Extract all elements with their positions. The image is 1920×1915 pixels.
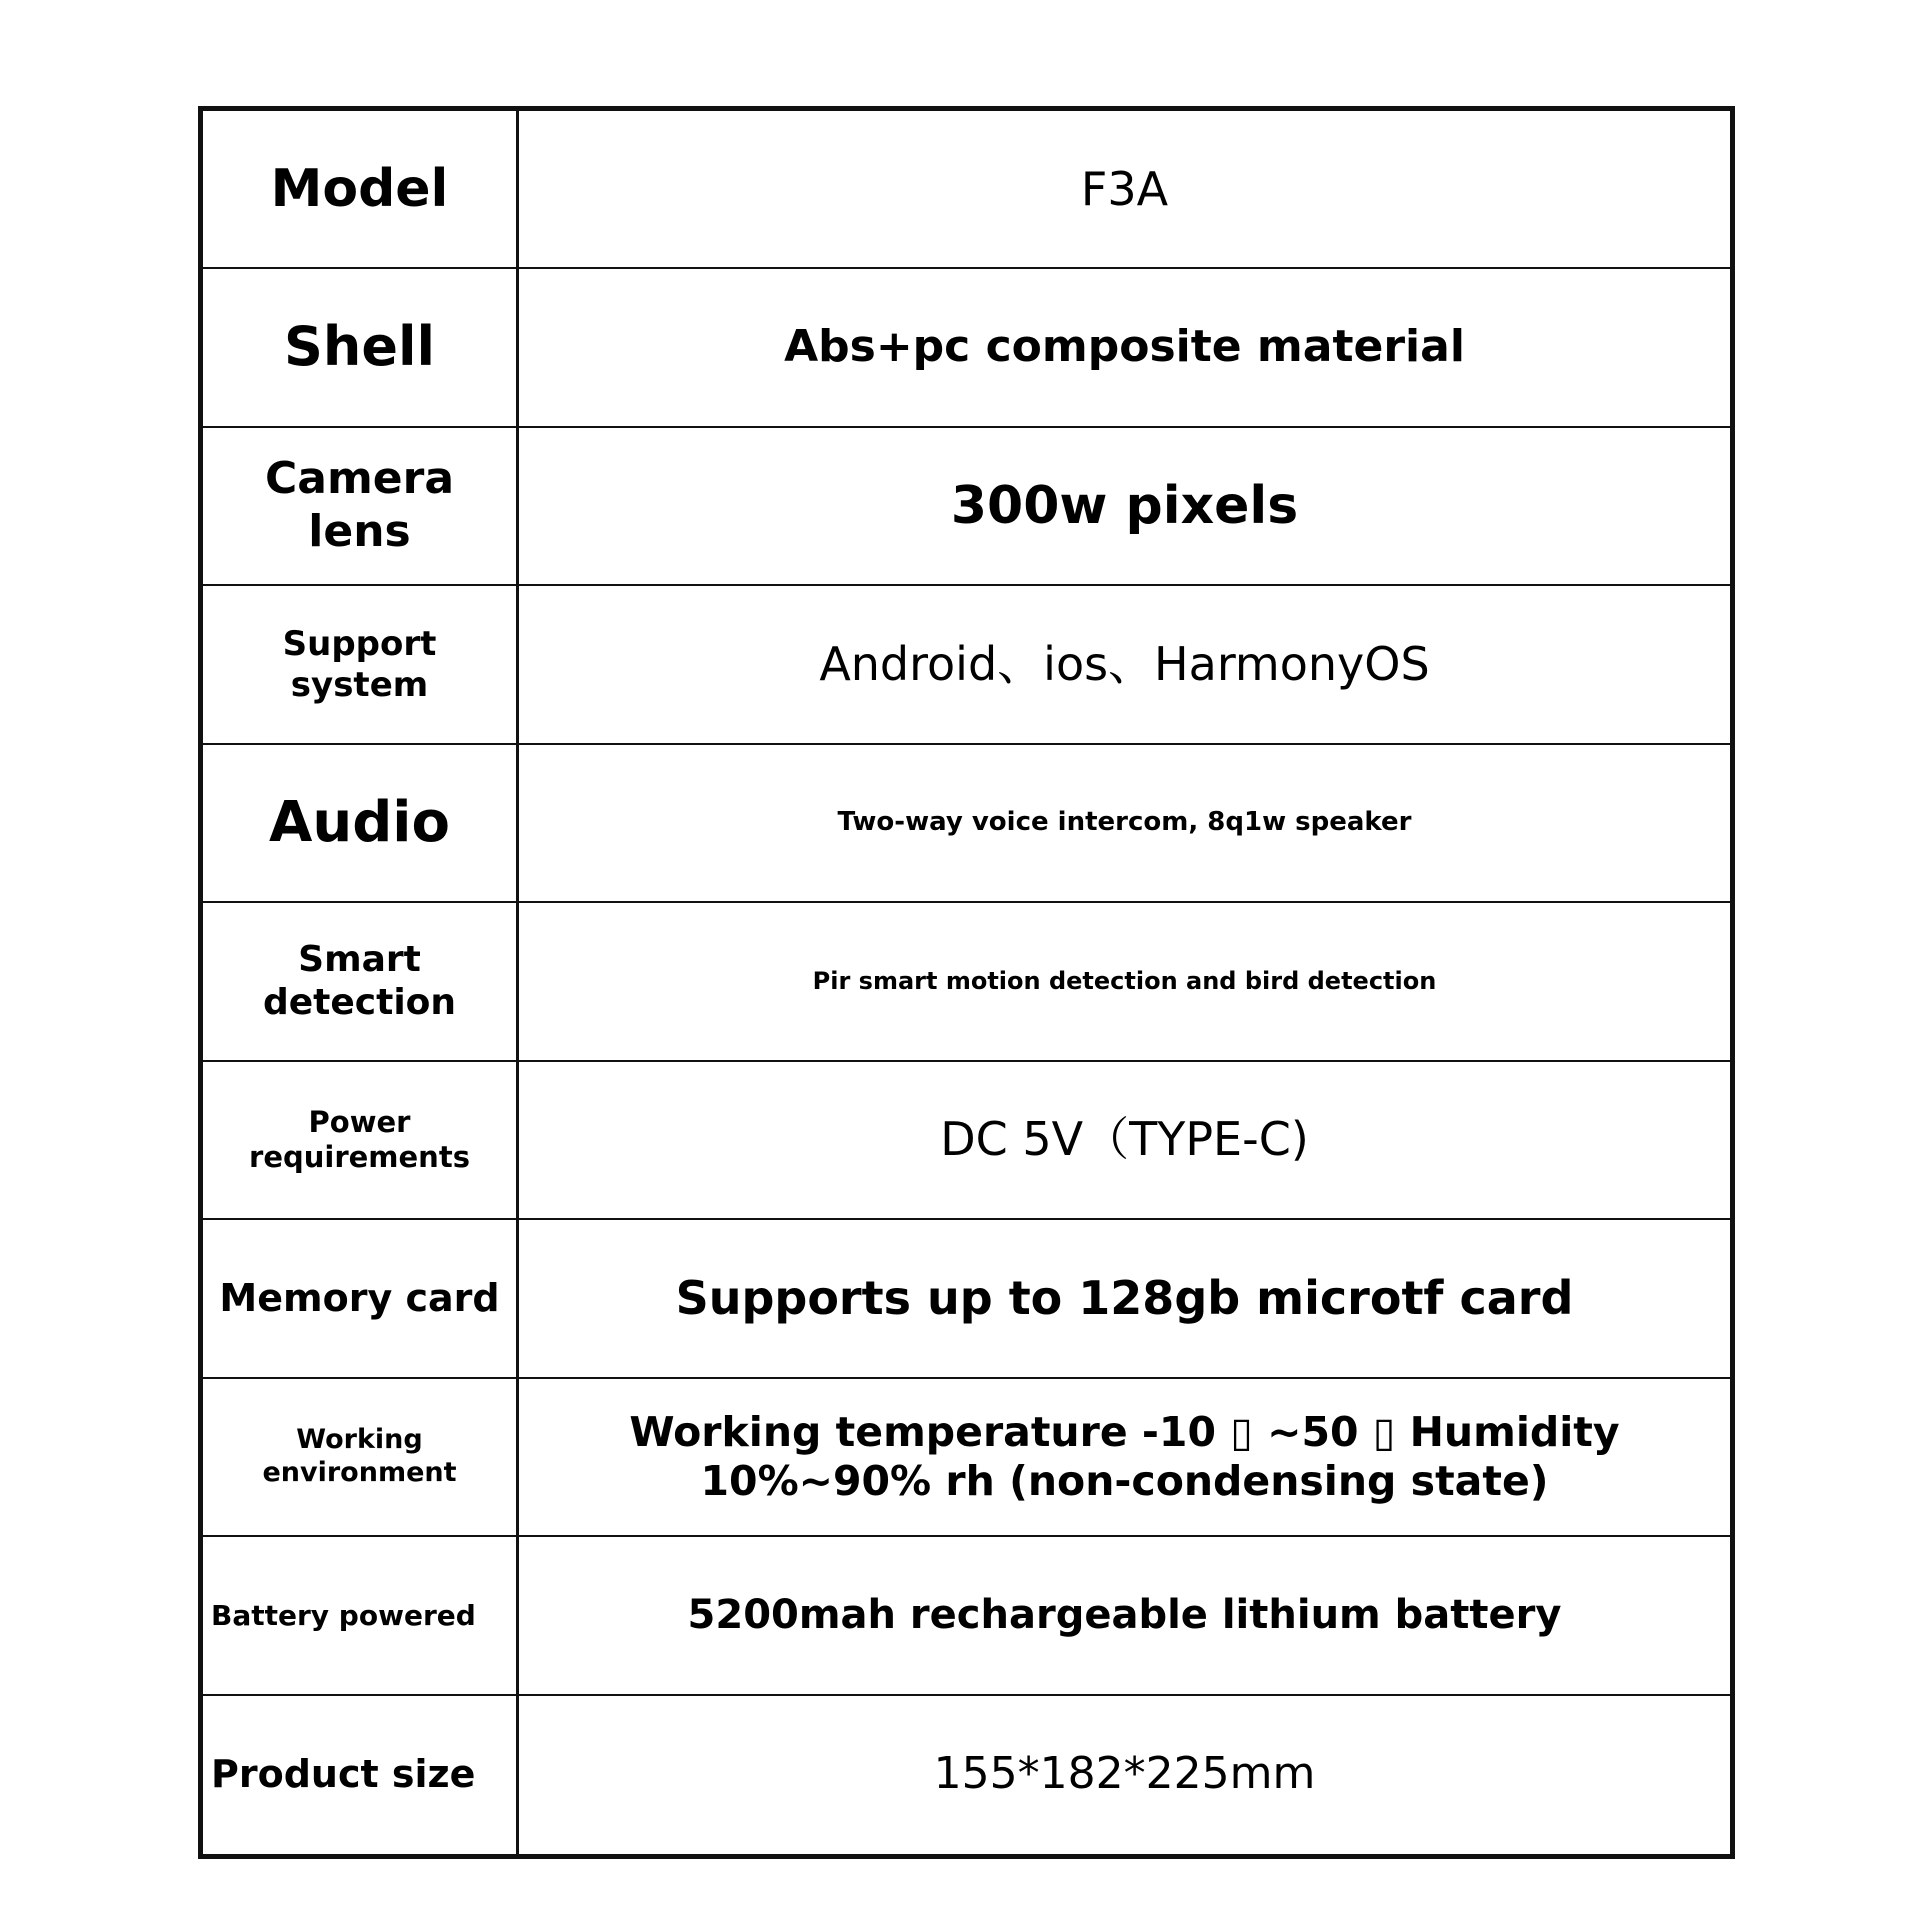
spec-label-audio: Audio <box>203 745 519 903</box>
working-environment-line-1: Working temperature -10 ▯ ~50 ▯ Humidity <box>629 1407 1620 1456</box>
spec-label-power-requirements: Power requirements <box>203 1062 519 1220</box>
spec-label-memory-card: Memory card <box>203 1220 519 1378</box>
spec-value-power-requirements: DC 5V（TYPE-C) <box>519 1062 1730 1220</box>
spec-value-model: F3A <box>519 111 1730 269</box>
spec-value-camera-lens: 300w pixels <box>519 428 1730 586</box>
spec-label-product-size: Product size <box>203 1696 519 1854</box>
spec-label-shell: Shell <box>203 269 519 427</box>
spec-value-memory-card: Supports up to 128gb microtf card <box>519 1220 1730 1378</box>
spec-label-support-system: Support system <box>203 586 519 744</box>
spec-value-support-system: Android、ios、HarmonyOS <box>519 586 1730 744</box>
spec-table <box>198 106 1735 1859</box>
spec-value-smart-detection: Pir smart motion detection and bird detection <box>519 903 1730 1061</box>
spec-label-model: Model <box>203 111 519 269</box>
spec-value-working-environment <box>519 1379 1730 1537</box>
spec-value-shell: Abs+pc composite material <box>519 269 1730 427</box>
spec-value-product-size: 155*182*225mm <box>933 1748 1316 1800</box>
working-environment-line-2: 10%~90% rh (non-condensing state) <box>700 1456 1549 1505</box>
spec-value-battery-powered: 5200mah rechargeable lithium battery <box>519 1537 1730 1695</box>
spec-label-battery-powered: Battery powered <box>203 1537 519 1695</box>
spec-label-camera-lens: Camera lens <box>203 428 519 586</box>
spec-label-smart-detection: Smart detection <box>203 903 519 1061</box>
spec-label-working-environment: Working environment <box>203 1379 519 1537</box>
spec-value-audio: Two-way voice intercom, 8q1w speaker <box>519 745 1730 903</box>
